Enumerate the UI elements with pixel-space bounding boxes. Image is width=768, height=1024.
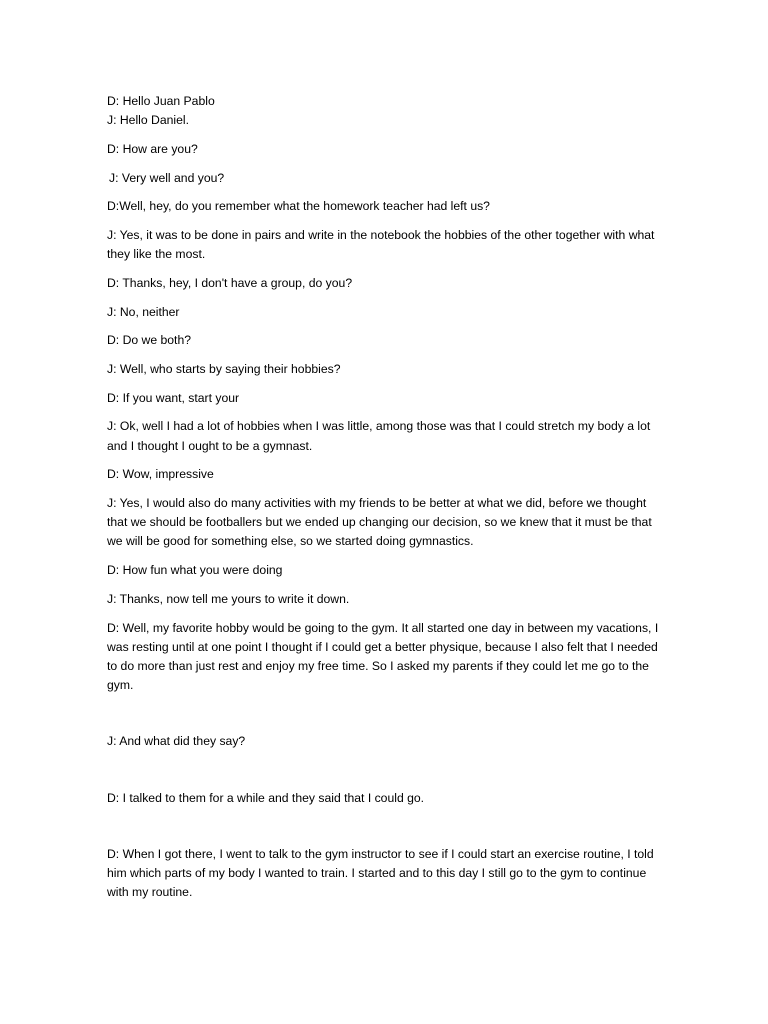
dialogue-line: J: Yes, it was to be done in pairs and write in the notebook the hobbies of the other together with what they like the most. [107, 228, 655, 262]
dialogue-text [107, 92, 667, 912]
dialogue-line: D:Well, hey, do you remember what the homework teacher had left us? [107, 199, 490, 214]
dialogue-line: J: Well, who starts by saying their hobbies? [107, 362, 341, 377]
dialogue-line: J: Thanks, now tell me yours to write it down. [107, 591, 350, 606]
dialogue-line: D: Thanks, hey, I don't have a group, do you? [107, 275, 353, 290]
dialogue-line: J: Very well and you? [109, 170, 225, 185]
dialogue-line: D: Wow, impressive [107, 467, 214, 482]
dialogue-line: J: Hello Daniel. [107, 113, 189, 128]
dialogue-line: D: How fun what you were doing [107, 563, 283, 578]
dialogue-line: D: How are you? [107, 141, 198, 156]
dialogue-line: D: I talked to them for a while and they said that I could go. [107, 790, 425, 805]
dialogue-line: J: No, neither [107, 304, 180, 319]
dialogue-line: J: Ok, well I had a lot of hobbies when I was little, among those was that I could stretch my body a lot and I thought I ought to be a gymnast. [107, 419, 651, 453]
dialogue-line: D: Well, my favorite hobby would be going to the gym. It all started one day in between my vacations, I was resting until at one point I thought if I could get a better physique, because I also felt that I needed to do more than just rest and enjoy my free time. So I asked my parents if they could let me go to the gym. [107, 620, 659, 693]
dialogue-line: D: Hello Juan Pablo [107, 94, 215, 108]
dialogue-line: D: Do we both? [107, 333, 192, 348]
dialogue-line: J: Yes, I would also do many activities with my friends to be better at what we did, before we thought that we should be footballers but we ended up changing our decision, so we knew that it must be that we will be good for something else, so we started doing gymnastics. [107, 496, 652, 549]
dialogue-line: J: And what did they say? [107, 734, 246, 749]
dialogue-line: D: When I got there, I went to talk to the gym instructor to see if I could start an exercise routine, I told him which parts of my body I wanted to train. I started and to this day I still go to the gym to continue with my routine. [107, 846, 654, 900]
dialogue-line: D: If you want, start your [107, 390, 240, 405]
